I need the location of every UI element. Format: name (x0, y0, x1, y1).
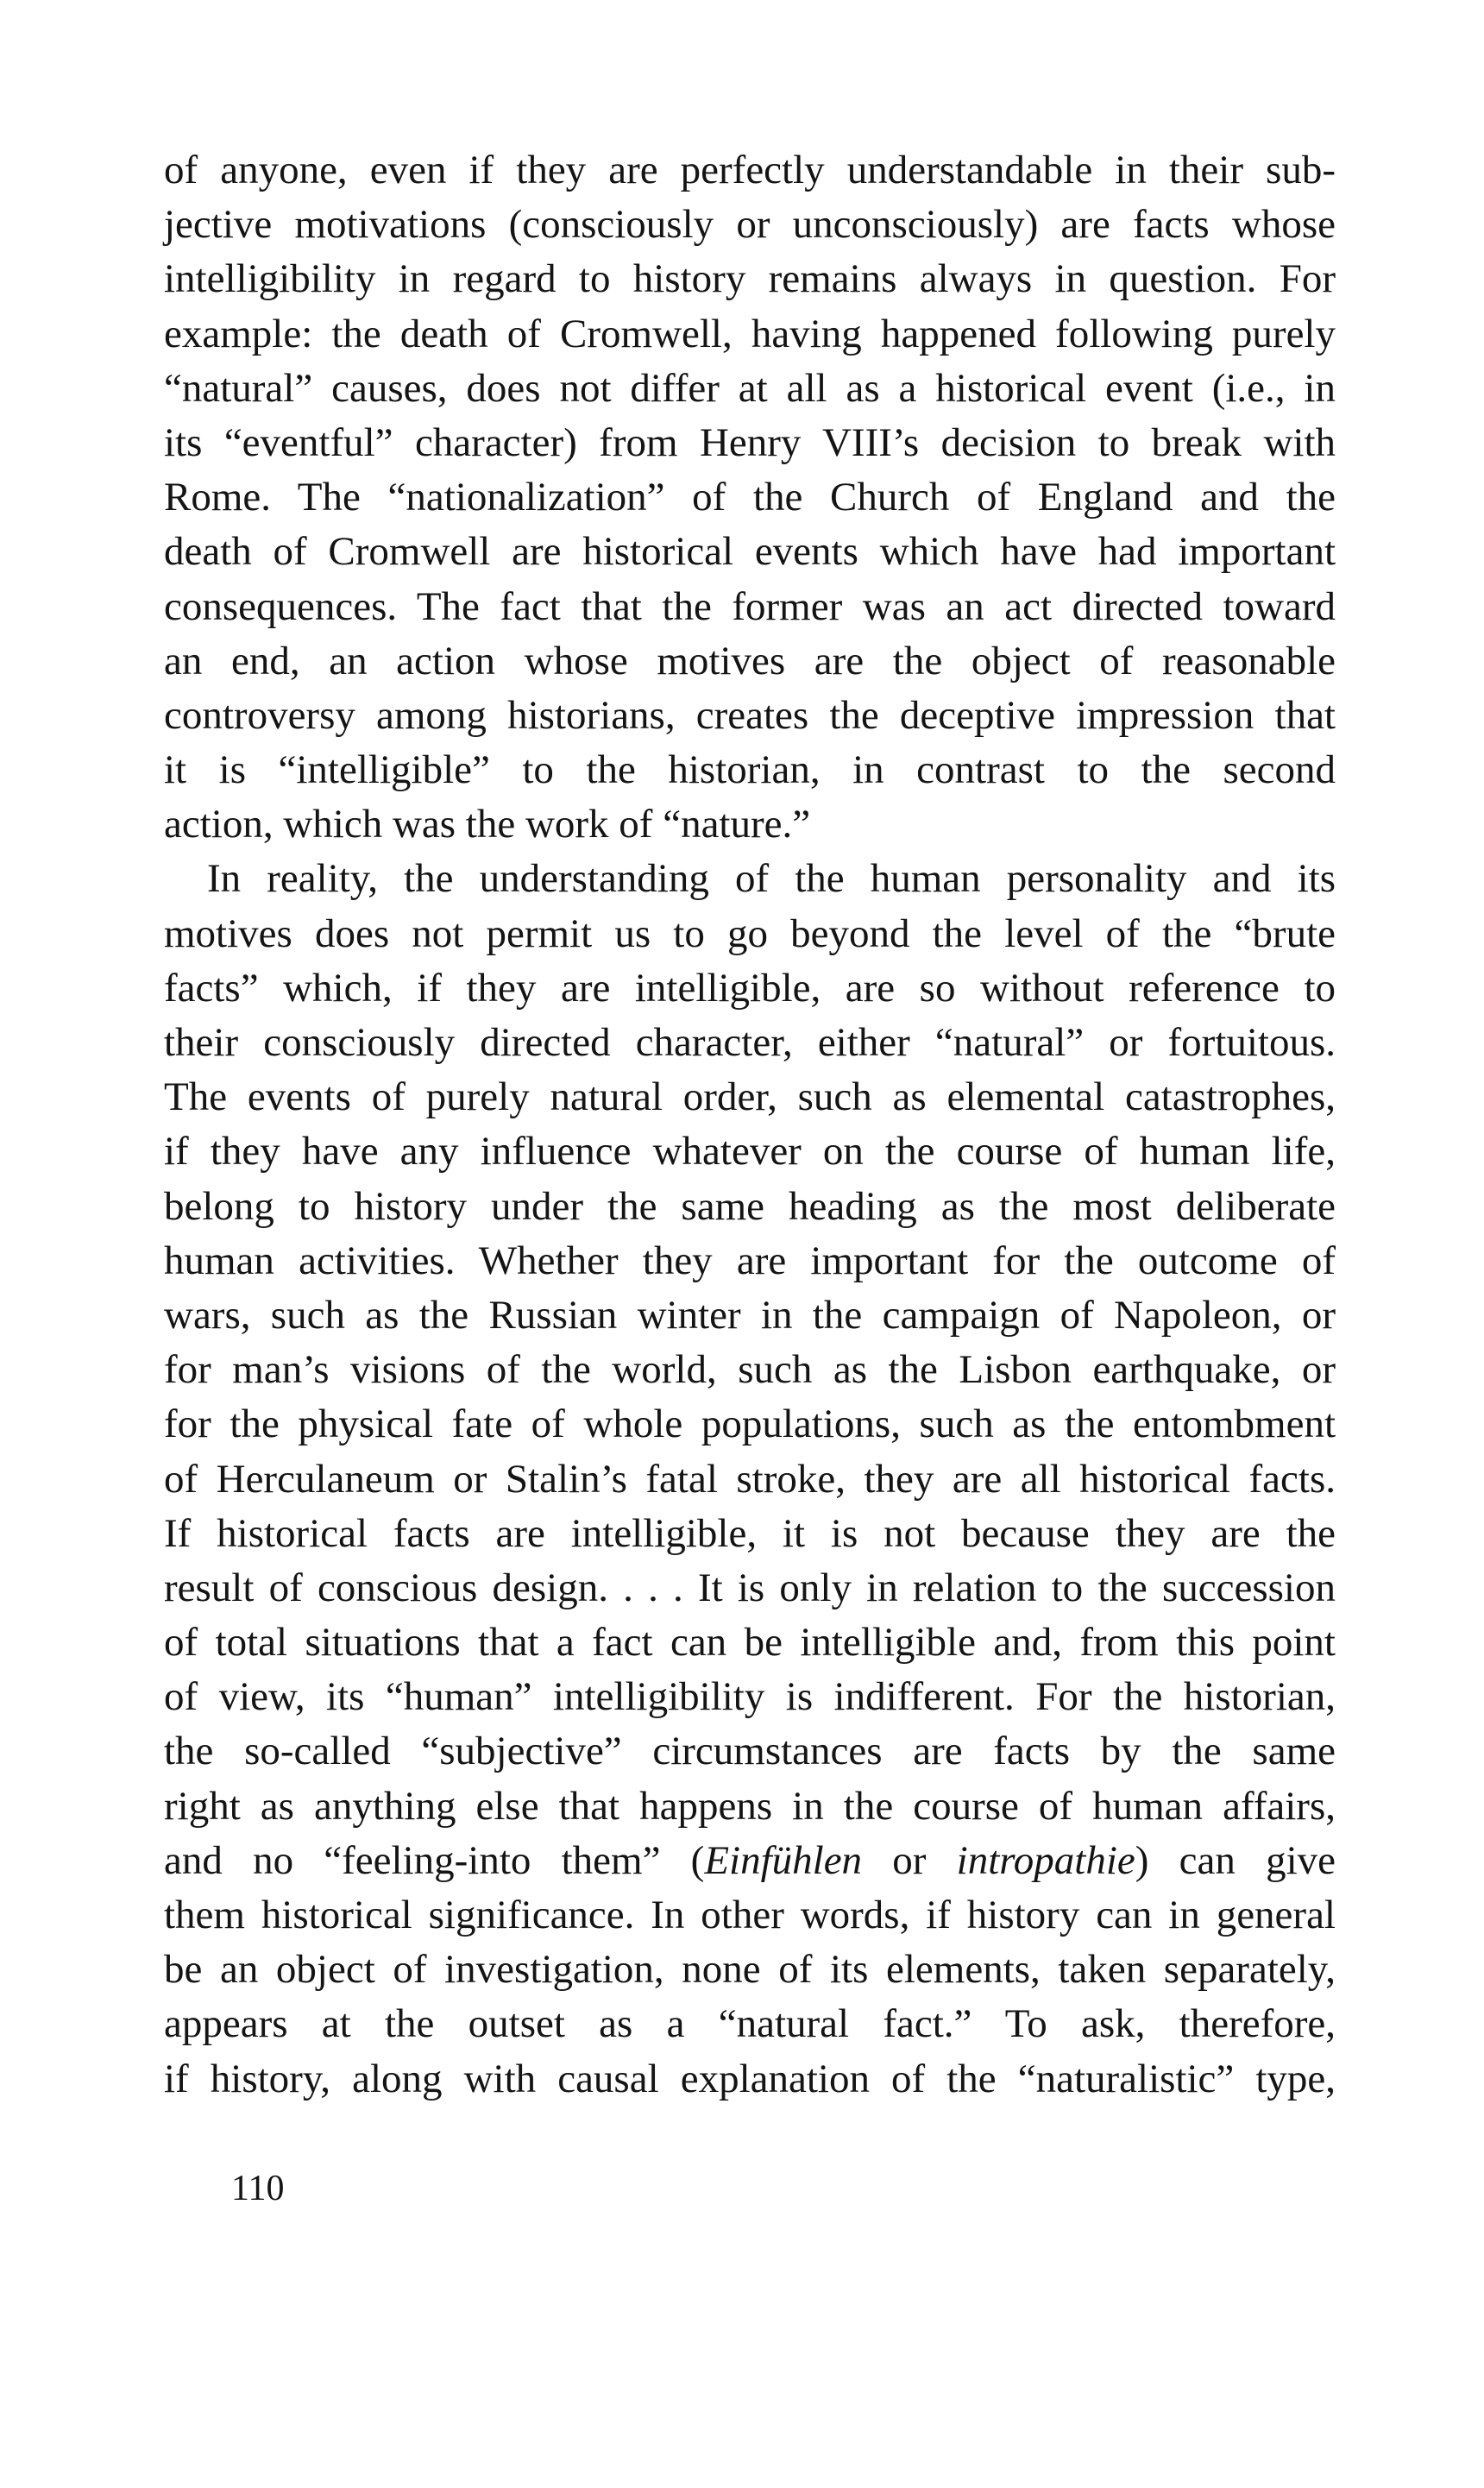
text-line: of anyone, even if they are perfectly understandable in their sub- (164, 148, 1336, 192)
text-segment: ) can give (1135, 1837, 1336, 1883)
text-line: the so-called “subjective” circumstances are facts by the same (164, 1729, 1336, 1774)
italic-term-intropathie: intropathie (956, 1837, 1135, 1883)
text-line: motives does not permit us to go beyond the level of the “brute (164, 910, 1336, 956)
italic-term-einfuhlen: Einfühlen (704, 1837, 863, 1883)
text-line: The events of purely natural order, such as elemental catastrophes, (164, 1074, 1336, 1120)
text-line: for man’s visions of the world, such as the Lisbon earthquake, or (164, 1347, 1336, 1393)
text-line: human activities. Whether they are important for the outcome of (164, 1238, 1336, 1283)
body-text (164, 143, 1336, 2107)
text-line: if history, along with causal explanation of the “naturalistic” type, (164, 2056, 1336, 2101)
text-line: belong to history under the same heading as the most deliberate (164, 1183, 1336, 1229)
text-line: their consciously directed character, either “natural” or fortuitous. (164, 1020, 1336, 1065)
text-line: if they have any influence whatever on the course of human life, (164, 1129, 1336, 1175)
text-line: result of conscious design. . . . It is only in relation to the succession (164, 1565, 1336, 1610)
text-line: If historical facts are intelligible, it is not because they are the (164, 1510, 1336, 1556)
text-line: of view, its “human” intelligibility is indifferent. For the historian, (164, 1674, 1336, 1720)
text-line: it is “intelligible” to the historian, in contrast to the second (164, 747, 1336, 793)
text-line: action, which was the work of “nature.” (164, 802, 811, 847)
text-line: wars, such as the Russian winter in the campaign of Napoleon, or (164, 1292, 1336, 1338)
text-line: “natural” causes, does not differ at all as a historical event (i.e., in (164, 365, 1336, 411)
text-line: facts” which, if they are intelligible, are so without reference to (164, 965, 1336, 1011)
text-line: of Herculaneum or Stalin’s fatal stroke, they are all historical facts. (164, 1456, 1336, 1502)
text-line: appears at the outset as a “natural fact.” To ask, therefore, (164, 2001, 1336, 2047)
text-line: In reality, the understanding of the human personality and its (207, 856, 1336, 902)
text-line-with-italics (164, 1834, 1336, 1888)
text-line: death of Cromwell are historical events which have had important (164, 529, 1336, 575)
text-segment: and no “feeling-into them” ( (164, 1837, 705, 1883)
page-number: 110 (231, 2169, 285, 2208)
text-segment: or (862, 1837, 957, 1883)
text-line: right as anything else that happens in the course of human affairs, (164, 1783, 1336, 1829)
text-line: for the physical fate of whole populations, such as the entombment (164, 1401, 1336, 1447)
paragraph-2 (164, 852, 1336, 2106)
text-line: jective motivations (consciously or unconsciously) are facts whose (164, 202, 1336, 248)
text-line: them historical significance. In other words, if history can in general (164, 1893, 1336, 1937)
text-line: controversy among historians, creates the deceptive impression that (164, 692, 1336, 738)
text-line: intelligibility in regard to history remains always in question. For (164, 256, 1336, 302)
text-line: consequences. The fact that the former was an act directed toward (164, 583, 1336, 629)
text-line: be an object of investigation, none of its elements, taken separately, (164, 1947, 1336, 1993)
text-line: example: the death of Cromwell, having happened following purely (164, 311, 1336, 356)
text-line: Rome. The “nationalization” of the Church of England and the (164, 475, 1336, 520)
text-line: of total situations that a fact can be intelligible and, from this point (164, 1620, 1336, 1666)
text-line: an end, an action whose motives are the object of reasonable (164, 638, 1336, 683)
text-line: its “eventful” character) from Henry VIII’s decision to break with (164, 419, 1336, 465)
paragraph-1 (164, 143, 1336, 852)
